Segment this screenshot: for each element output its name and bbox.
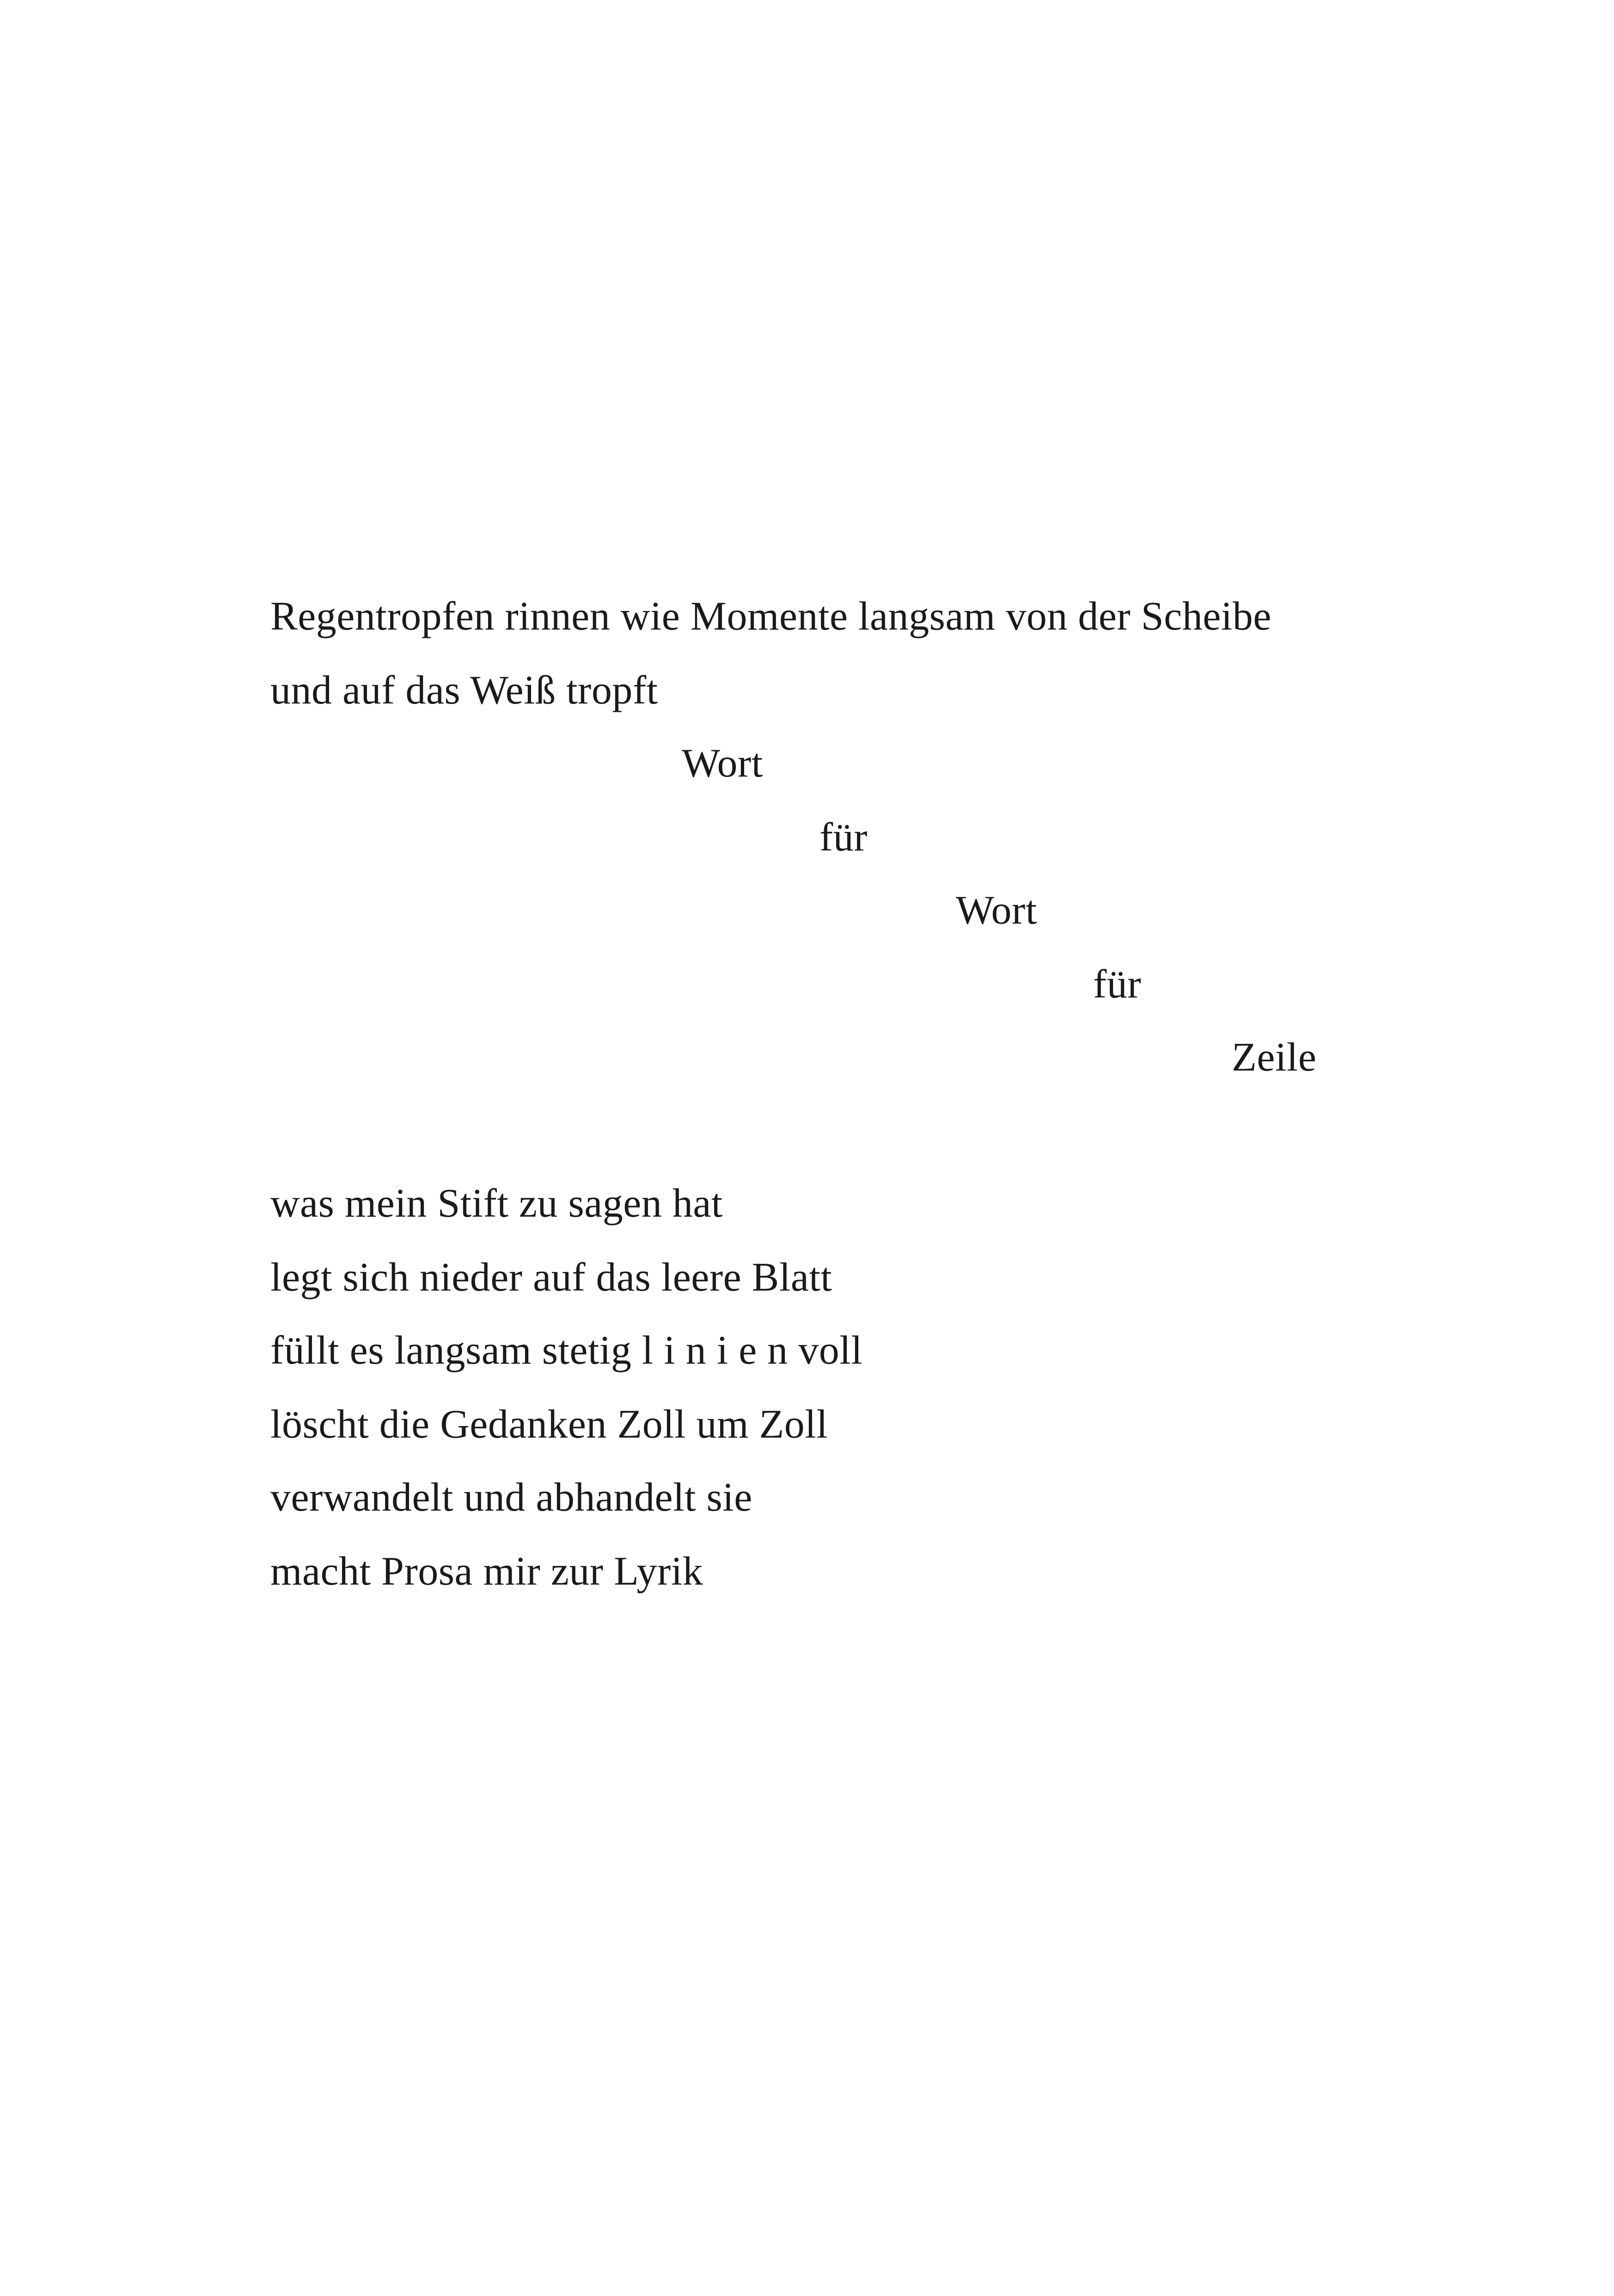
cascade-word: Wort [682,741,763,786]
poem-line: legt sich nieder auf das leere Blatt [270,1255,832,1300]
poem-line: macht Prosa mir zur Lyrik [270,1549,703,1594]
poem-line: was mein Stift zu sagen hat [270,1181,723,1226]
poem-line: löscht die Gedanken Zoll um Zoll [270,1402,828,1447]
cascade-word: für [1093,962,1142,1007]
poem-line: Regentropfen rinnen wie Momente langsam von der Scheibe [270,594,1272,639]
cascade-word: Wort [956,888,1037,933]
cascade-word: Zeile [1232,1035,1317,1080]
poem-line: verwandelt und abhandelt sie [270,1475,752,1520]
poem-line: und auf das Weiß tropft [270,668,658,713]
cascade-word: für [819,815,868,860]
poem-line: füllt es langsam stetig l i n i e n voll [270,1328,863,1373]
